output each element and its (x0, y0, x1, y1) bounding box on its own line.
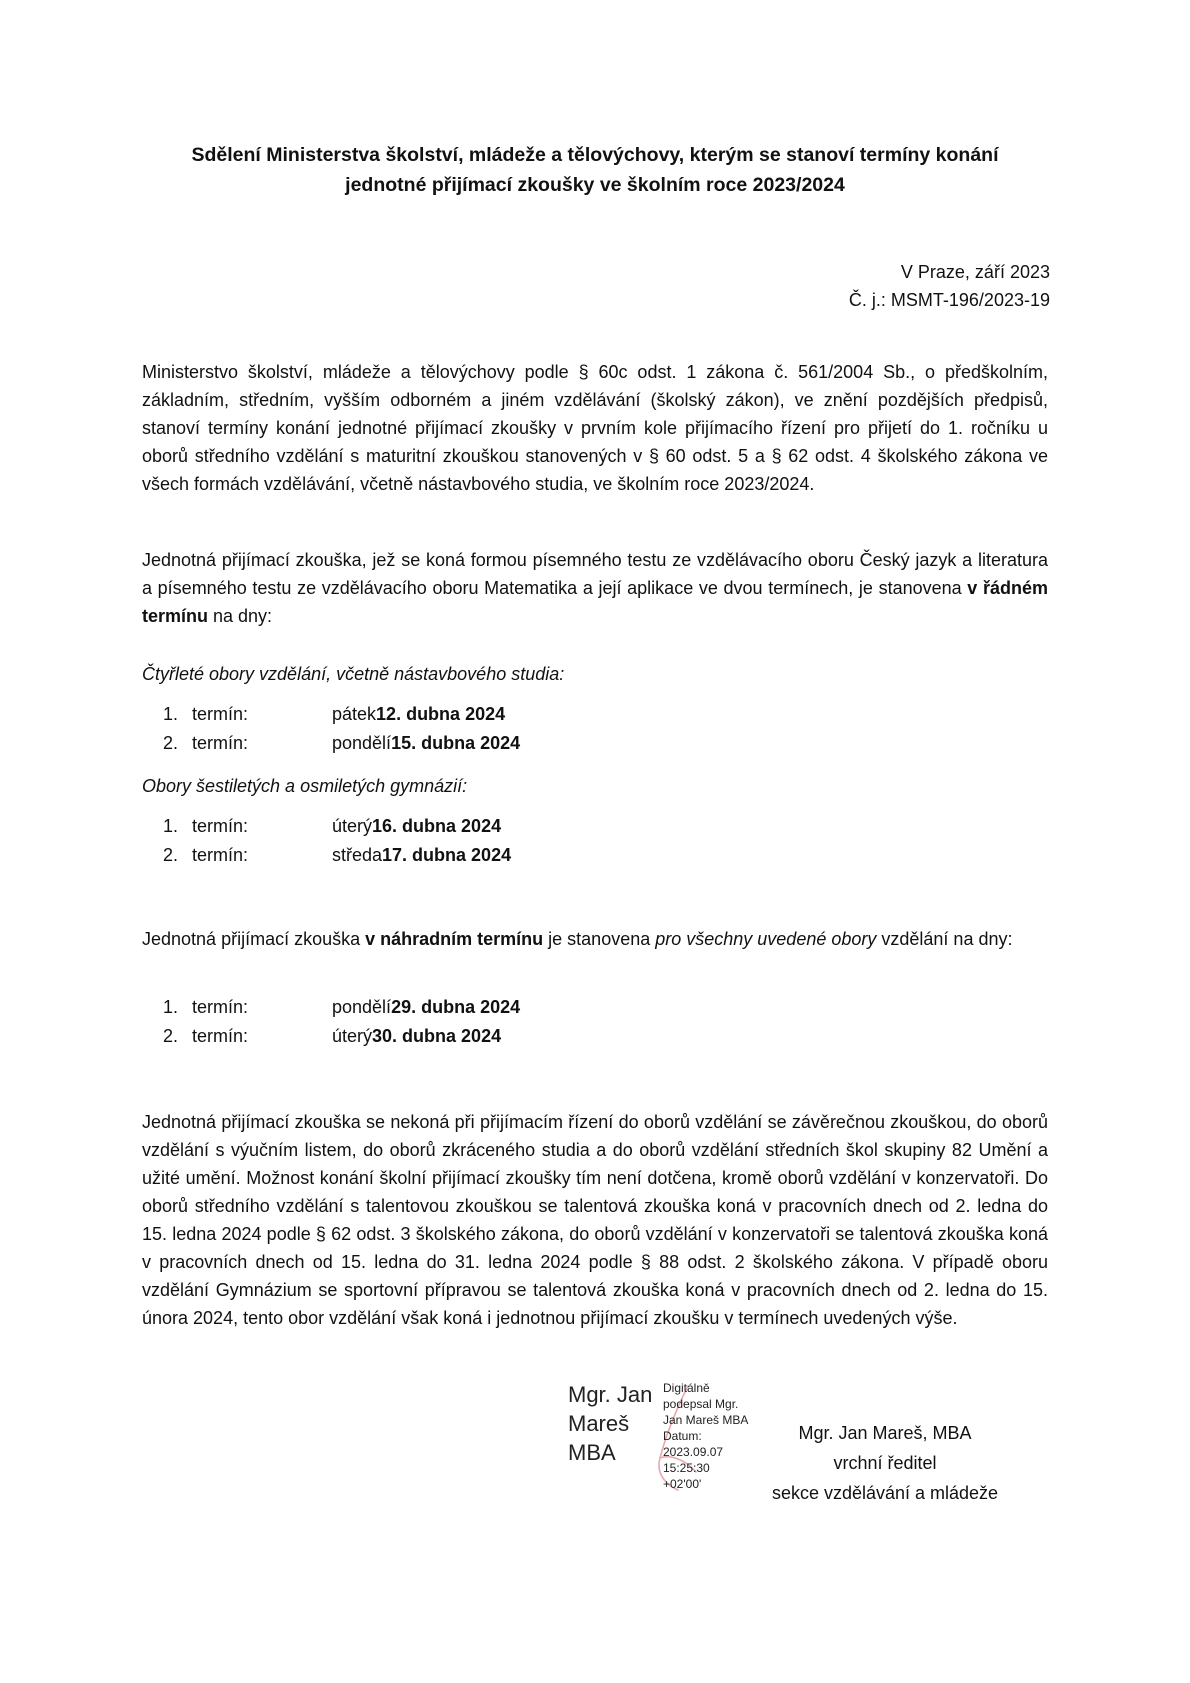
title-line-1: Sdělení Ministerstva školství, mládeže a tělovýchovy, kterým se stanoví termíny konání (191, 144, 999, 166)
signature-details: Digitálně podepsal Mgr. Jan Mareš MBA Datum: 2023.09.07 15:25:30 +02'00' (663, 1381, 749, 1491)
paragraph-3-italic: pro všechny uvedené obory (655, 929, 877, 949)
section-2-heading: Obory šestiletých a osmiletých gymnázií: (142, 776, 468, 796)
reference-number: Č. j.: MSMT-196/2023-19 (848, 290, 1050, 310)
document-header (849, 258, 1050, 314)
section-1-heading: Čtyřleté obory vzdělání, včetně nástavbového studia: (142, 664, 565, 684)
paragraph-2-text: Jednotná přijímací zkouška, jež se koná formou písemného testu ze vzdělávacího oboru Český jazyk a literatura a písemného testu ze vzdělávacího oboru Matematika a její aplikace ve dvou termínech, je stanovena (142, 550, 1048, 598)
list-item: 1. termín: pondělí 29. dubna 2024 (162, 997, 521, 1017)
paragraph-2 (142, 546, 1048, 630)
paragraph-3: Jednotná přijímací zkouška v náhradním termínu je stanovena pro všechny uvedené obory vzdělání na dny: (142, 929, 1013, 949)
list-item: 2. termín: středa 17. dubna 2024 (162, 845, 512, 865)
paragraph-4 (142, 1108, 1048, 1332)
paragraph-2-after: na dny: (208, 606, 273, 626)
signature-name: Mgr. Jan Mareš MBA (568, 1382, 653, 1465)
paragraph-2-bold: v řádném termínu (142, 578, 1048, 626)
paragraph-4-text: Jednotná přijímací zkouška se nekoná při přijímacím řízení do oborů vzdělání se závěrečnou zkouškou, do oborů vzdělání s výučním listem, do oborů zkráceného studia a do oborů vzdělání středních škol skupiny 82 Umění a užité umění. Možnost konání školní přijímací zkoušky tím není dotčena, kromě oborů vzdělání v konzervatoři. Do oborů středního vzdělání s talentovou zkouškou se talentová zkouška koná v pracovních dnech od 2. ledna do 15. ledna 2024 podle § 62 odst. 3 školského zákona, do oborů vzdělání v konzervatoři se talentová zkouška koná v pracovních dnech od 15. ledna do 31. ledna 2024 podle § 88 odst. 2 školského zákona. V případě oboru vzdělání Gymnázium se sportovní přípravou se talentová zkouška koná v pracovních dnech od 2. ledna do 15. února 2024, tento obor vzdělání však koná i jednotnou přijímací zkoušku v termínech uvedených výše. (142, 1112, 1048, 1328)
place-date: V Praze, září 2023 (900, 262, 1050, 282)
signer-section: sekce vzdělávání a mládeže (771, 1483, 999, 1503)
digital-signature (568, 1380, 758, 1500)
list-item: 1. termín: úterý 16. dubna 2024 (162, 816, 502, 836)
signer-block (760, 1418, 1010, 1508)
list-item: 1. termín: pátek 12. dubna 2024 (162, 704, 506, 724)
signer-role: vrchní ředitel (833, 1453, 937, 1473)
signer-name: Mgr. Jan Mareš, MBA (798, 1423, 972, 1443)
document-title (140, 140, 1050, 200)
section-3-list (142, 993, 520, 1051)
paragraph-1 (142, 358, 1048, 498)
title-line-2: jednotné přijímací zkoušky ve školním roce 2023/2024 (345, 174, 845, 196)
paragraph-3-bold: v náhradním termínu (365, 929, 544, 949)
section-2-list (142, 812, 511, 870)
list-item: 2. termín: úterý 30. dubna 2024 (162, 1026, 502, 1046)
paragraph-1-text: Ministerstvo školství, mládeže a tělovýchovy podle § 60c odst. 1 zákona č. 561/2004 Sb., o předškolním, základním, středním, vyšším odborném a jiném vzdělávání (školský zákon), ve znění pozdějších předpisů, stanoví termíny konání jednotné přijímací zkoušky v prvním kole přijímacího řízení pro přijetí do 1. ročníku u oborů středního vzdělání s maturitní zkouškou stanovených v § 60 odst. 5 a § 62 odst. 4 školského zákona ve všech formách vzdělávání, včetně nástavbového studia, ve školním roce 2023/2024. (142, 362, 1048, 494)
list-item: 2. termín: pondělí 15. dubna 2024 (162, 733, 521, 753)
section-1-list (142, 700, 520, 758)
